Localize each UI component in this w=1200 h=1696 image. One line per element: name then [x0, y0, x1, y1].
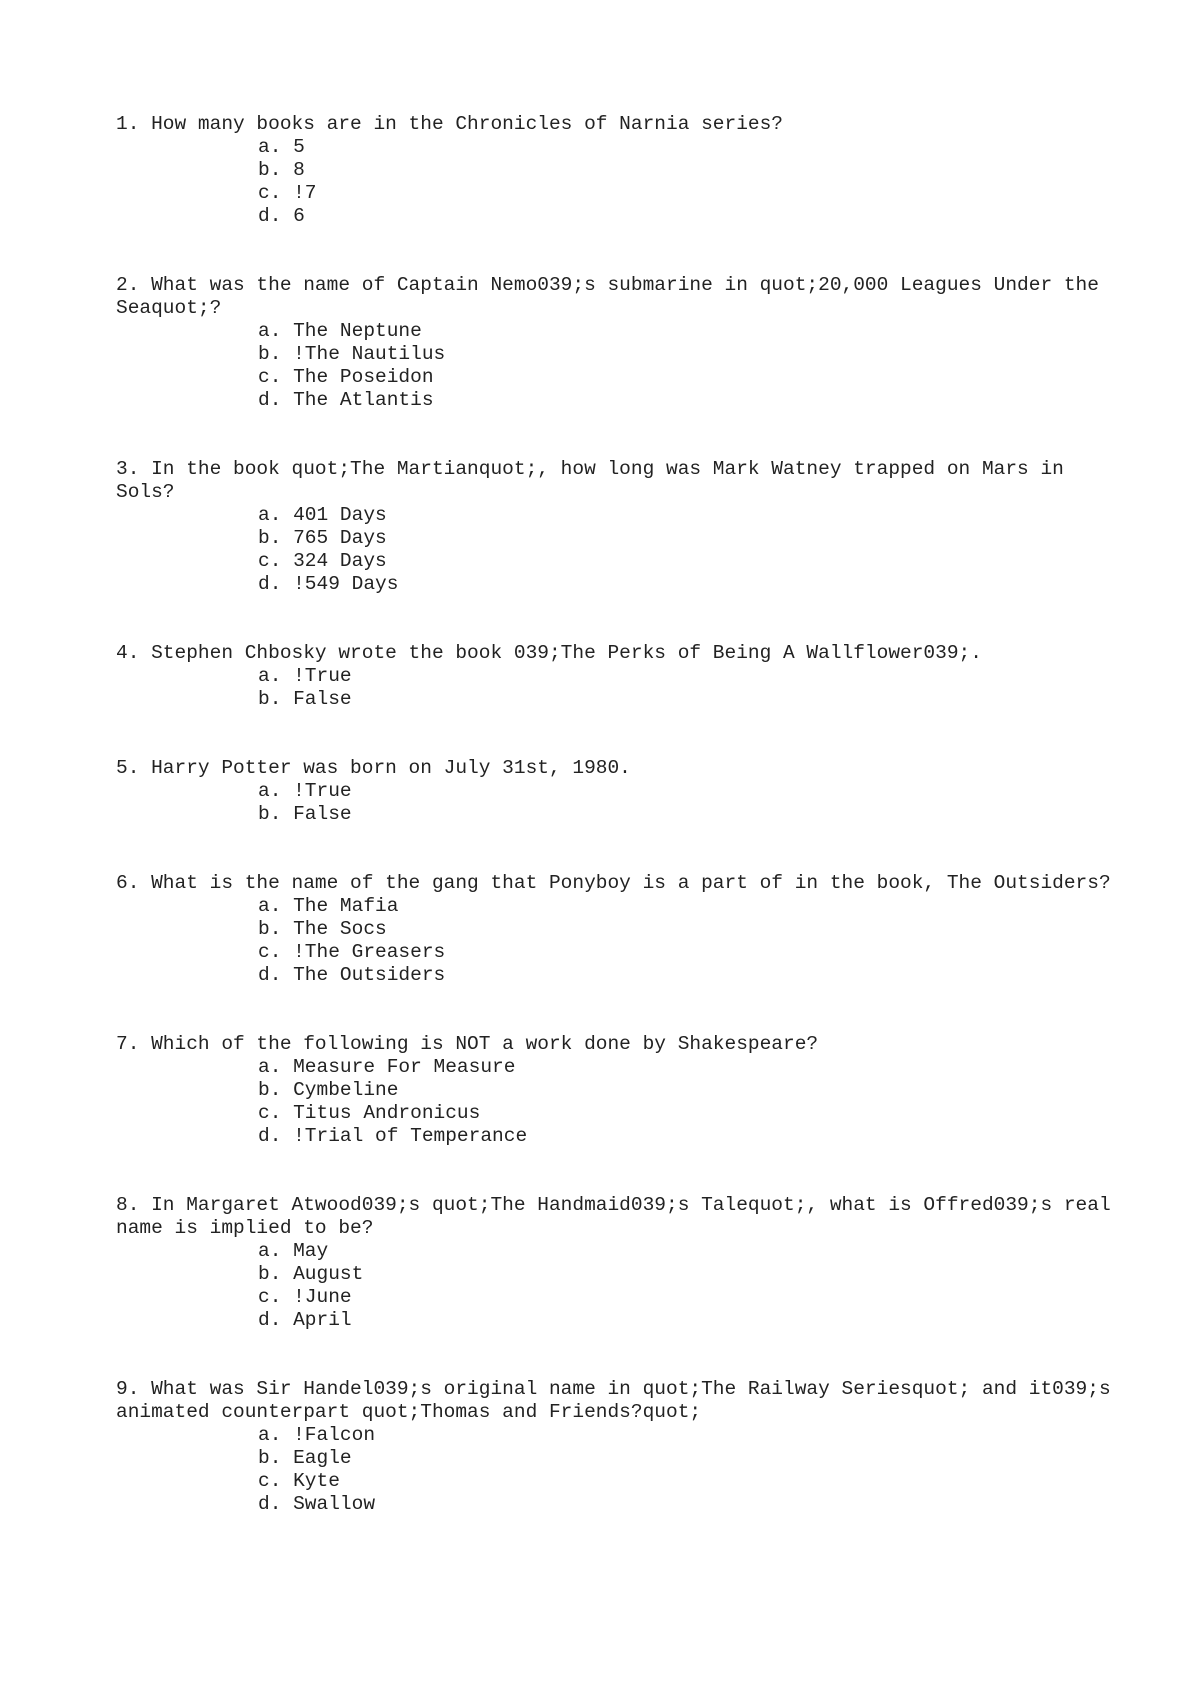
option-letter: d.: [258, 964, 282, 986]
question-text: [116, 458, 1116, 504]
answer-option: [258, 1286, 1116, 1309]
answer-option: [258, 1263, 1116, 1286]
option-text: The Neptune: [293, 320, 422, 342]
option-letter: a.: [258, 780, 282, 802]
answer-options: [116, 1056, 1116, 1148]
question-prompt: In the book quot;The Martianquot;, how long was Mark Watney trapped on Mars in Sols?: [116, 458, 1076, 503]
option-text: 8: [293, 159, 305, 181]
question-block: [116, 458, 1116, 596]
option-letter: b.: [258, 159, 282, 181]
option-text: Measure For Measure: [293, 1056, 516, 1078]
answer-option: [258, 780, 1116, 803]
option-text: 401 Days: [293, 504, 387, 526]
option-letter: b.: [258, 527, 282, 549]
answer-option: [258, 964, 1116, 987]
question-prompt: What was Sir Handel039;s original name in quot;The Railway Seriesquot; and it039;s animated counterpart quot;Thomas and Friends?quot;: [116, 1378, 1123, 1423]
option-letter: a.: [258, 665, 282, 687]
option-letter: b.: [258, 1447, 282, 1469]
option-letter: c.: [258, 550, 282, 572]
option-letter: b.: [258, 343, 282, 365]
answer-option: [258, 1125, 1116, 1148]
option-letter: d.: [258, 573, 282, 595]
option-text: Swallow: [293, 1493, 376, 1515]
answer-option: [258, 205, 1116, 228]
question-number: 4.: [116, 642, 140, 664]
answer-option: [258, 1102, 1116, 1125]
question-prompt: In Margaret Atwood039;s quot;The Handmaid039;s Talequot;, what is Offred039;s real name is implied to be?: [116, 1194, 1123, 1239]
option-text: The Outsiders: [293, 964, 446, 986]
option-letter: d.: [258, 1493, 282, 1515]
answer-option: [258, 136, 1116, 159]
answer-options: [116, 504, 1116, 596]
answer-option: [258, 573, 1116, 596]
option-text: August: [293, 1263, 364, 1285]
question-number: 7.: [116, 1033, 140, 1055]
answer-option: [258, 1424, 1116, 1447]
option-text: !Falcon: [293, 1424, 376, 1446]
answer-option: [258, 1493, 1116, 1516]
option-text: The Poseidon: [293, 366, 434, 388]
option-text: !The Greasers: [293, 941, 446, 963]
question-block: [116, 274, 1116, 412]
answer-option: [258, 1056, 1116, 1079]
question-prompt: What was the name of Captain Nemo039;s submarine in quot;20,000 Leagues Under the Seaquot;?: [116, 274, 1111, 319]
question-block: [116, 1378, 1123, 1516]
option-letter: a.: [258, 504, 282, 526]
option-text: False: [293, 803, 352, 825]
option-letter: c.: [258, 1286, 282, 1308]
option-letter: b.: [258, 1263, 282, 1285]
question-text: [116, 274, 1116, 320]
option-text: Titus Andronicus: [293, 1102, 481, 1124]
option-text: April: [293, 1309, 352, 1331]
option-text: 765 Days: [293, 527, 387, 549]
question-text: [116, 1194, 1123, 1240]
answer-option: [258, 1309, 1116, 1332]
option-letter: a.: [258, 1240, 282, 1262]
question-text: [116, 642, 1116, 665]
option-text: Kyte: [293, 1470, 340, 1492]
question-block: [116, 113, 1116, 228]
answer-option: [258, 803, 1116, 826]
question-text: [116, 113, 1116, 136]
answer-option: [258, 665, 1116, 688]
answer-options: [116, 665, 1116, 711]
question-number: 9.: [116, 1378, 140, 1400]
option-letter: a.: [258, 136, 282, 158]
answer-option: [258, 1447, 1116, 1470]
option-letter: d.: [258, 205, 282, 227]
option-letter: b.: [258, 1079, 282, 1101]
answer-option: [258, 366, 1116, 389]
question-prompt: How many books are in the Chronicles of Narnia series?: [151, 113, 784, 135]
question-prompt: What is the name of the gang that Ponyboy is a part of in the book, The Outsiders?: [151, 872, 1111, 894]
question-number: 2.: [116, 274, 140, 296]
question-text: [116, 757, 1116, 780]
answer-option: [258, 504, 1116, 527]
option-letter: a.: [258, 895, 282, 917]
question-number: 6.: [116, 872, 140, 894]
answer-options: [116, 1240, 1116, 1332]
option-text: !True: [293, 665, 352, 687]
question-text: [116, 1033, 1116, 1056]
answer-options: [116, 136, 1116, 228]
answer-option: [258, 941, 1116, 964]
answer-option: [258, 688, 1116, 711]
option-letter: c.: [258, 1102, 282, 1124]
question-prompt: Harry Potter was born on July 31st, 1980.: [151, 757, 631, 779]
answer-option: [258, 527, 1116, 550]
answer-option: [258, 550, 1116, 573]
option-text: The Atlantis: [293, 389, 434, 411]
answer-options: [116, 320, 1116, 412]
answer-options: [116, 1424, 1116, 1516]
answer-option: [258, 182, 1116, 205]
question-number: 1.: [116, 113, 140, 135]
answer-options: [116, 780, 1116, 826]
option-letter: c.: [258, 182, 282, 204]
option-letter: d.: [258, 389, 282, 411]
question-number: 3.: [116, 458, 140, 480]
option-text: !True: [293, 780, 352, 802]
answer-option: [258, 389, 1116, 412]
question-list: [116, 113, 1123, 1516]
option-text: !Trial of Temperance: [293, 1125, 528, 1147]
question-number: 5.: [116, 757, 140, 779]
option-letter: b.: [258, 803, 282, 825]
option-text: False: [293, 688, 352, 710]
answer-option: [258, 895, 1116, 918]
answer-option: [258, 918, 1116, 941]
question-prompt: Stephen Chbosky wrote the book 039;The Perks of Being A Wallflower039;.: [151, 642, 982, 664]
option-text: !The Nautilus: [293, 343, 446, 365]
option-letter: b.: [258, 688, 282, 710]
option-text: 324 Days: [293, 550, 387, 572]
option-letter: d.: [258, 1309, 282, 1331]
option-text: !June: [293, 1286, 352, 1308]
option-text: !549 Days: [293, 573, 399, 595]
option-text: May: [293, 1240, 329, 1262]
answer-option: [258, 1079, 1116, 1102]
answer-options: [116, 895, 1116, 987]
question-block: [116, 757, 1116, 826]
option-text: The Mafia: [293, 895, 399, 917]
answer-option: [258, 343, 1116, 366]
question-text: [116, 1378, 1123, 1424]
question-number: 8.: [116, 1194, 140, 1216]
option-text: 5: [293, 136, 305, 158]
answer-option: [258, 159, 1116, 182]
option-text: Cymbeline: [293, 1079, 399, 1101]
answer-option: [258, 1240, 1116, 1263]
option-text: The Socs: [293, 918, 387, 940]
question-block: [116, 1194, 1123, 1332]
option-letter: b.: [258, 918, 282, 940]
option-text: 6: [293, 205, 305, 227]
answer-option: [258, 320, 1116, 343]
answer-option: [258, 1470, 1116, 1493]
option-text: Eagle: [293, 1447, 352, 1469]
quiz-document: [116, 113, 1123, 1562]
option-letter: d.: [258, 1125, 282, 1147]
option-letter: a.: [258, 320, 282, 342]
question-block: [116, 872, 1116, 987]
question-block: [116, 1033, 1116, 1148]
option-letter: c.: [258, 366, 282, 388]
option-text: !7: [293, 182, 317, 204]
option-letter: a.: [258, 1056, 282, 1078]
option-letter: c.: [258, 941, 282, 963]
question-text: [116, 872, 1116, 895]
question-prompt: Which of the following is NOT a work done by Shakespeare?: [151, 1033, 819, 1055]
option-letter: a.: [258, 1424, 282, 1446]
question-block: [116, 642, 1116, 711]
option-letter: c.: [258, 1470, 282, 1492]
